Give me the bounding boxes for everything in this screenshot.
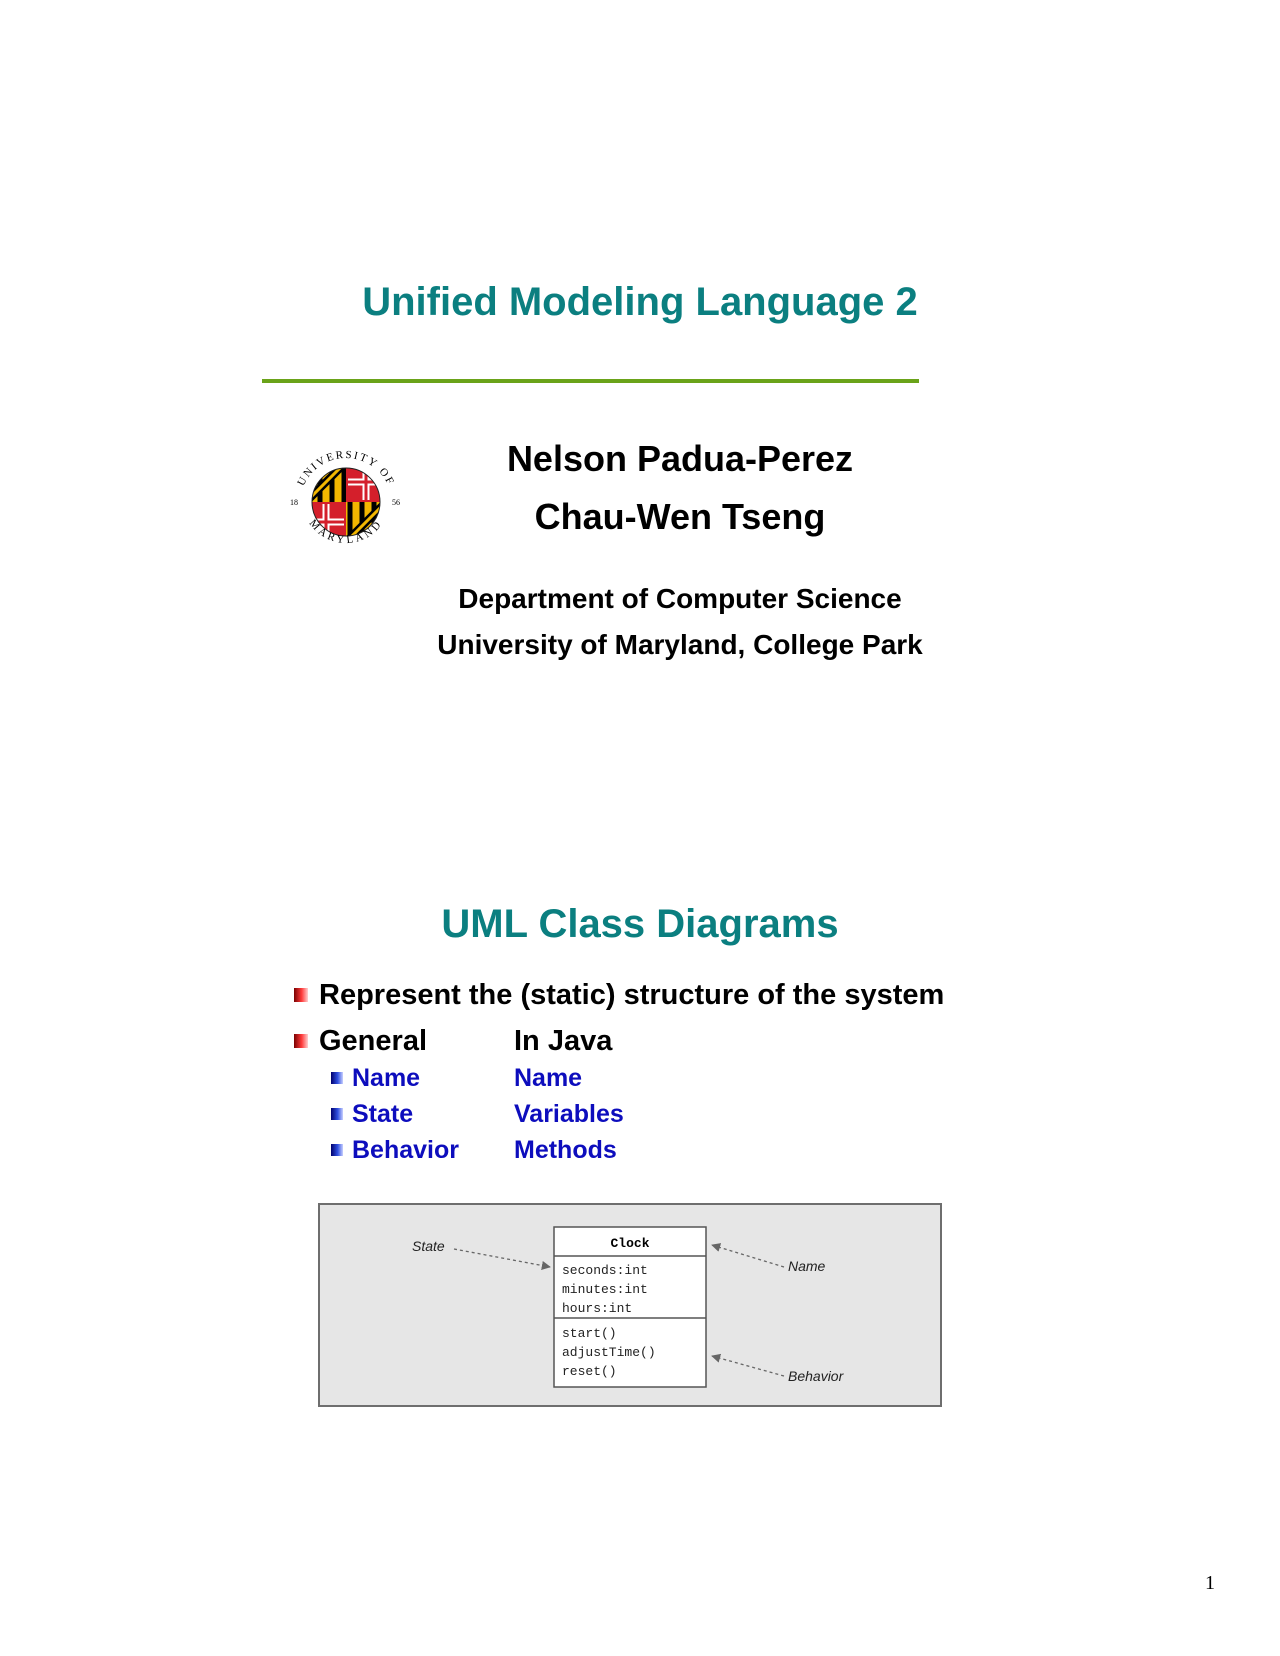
page-number: 1 [1205,1572,1215,1594]
author-name: Nelson Padua-Perez [506,438,854,479]
class-attribute: hours:int [562,1301,633,1316]
java-term: Variables [514,1100,624,1128]
bullet-icon [294,988,308,1002]
java-column-heading: In Java [514,1025,613,1057]
java-term: Methods [514,1136,617,1164]
slide-title: UML Class Diagrams [441,902,839,946]
class-method: reset() [562,1364,617,1379]
university-seal-logo [286,442,406,560]
bullet-icon [294,1034,308,1048]
sub-bullet-icon [331,1072,343,1084]
sub-bullet-icon [331,1108,343,1120]
general-term: State [352,1100,414,1128]
behavior-label: Behavior [788,1368,844,1384]
uml-class-diagram [318,1203,942,1407]
title-divider [262,379,919,383]
svg-text:MARYLAND: MARYLAND [306,517,386,547]
author-name: Chau-Wen Tseng [534,496,826,537]
sub-bullet-icon [331,1144,343,1156]
bullet-text: General [319,1025,427,1057]
svg-text:56: 56 [392,498,400,507]
java-term: Name [514,1064,583,1092]
svg-text:UNIVERSITY OF: UNIVERSITY OF [295,448,397,488]
university-line: University of Maryland, College Park [437,629,923,660]
class-attribute: seconds:int [562,1263,648,1278]
svg-text:18: 18 [290,498,298,507]
class-name: Clock [610,1236,650,1251]
general-term: Name [352,1064,421,1092]
bullet-text: Represent the (static) structure of the system [319,979,945,1011]
state-label: State [412,1238,445,1254]
class-method: adjustTime() [562,1345,656,1360]
class-method: start() [562,1326,617,1341]
general-term: Behavior [352,1136,459,1164]
slide-title: Unified Modeling Language 2 [362,280,918,324]
class-attribute: minutes:int [562,1282,648,1297]
department-line: Department of Computer Science [458,583,902,614]
name-label: Name [788,1258,826,1274]
